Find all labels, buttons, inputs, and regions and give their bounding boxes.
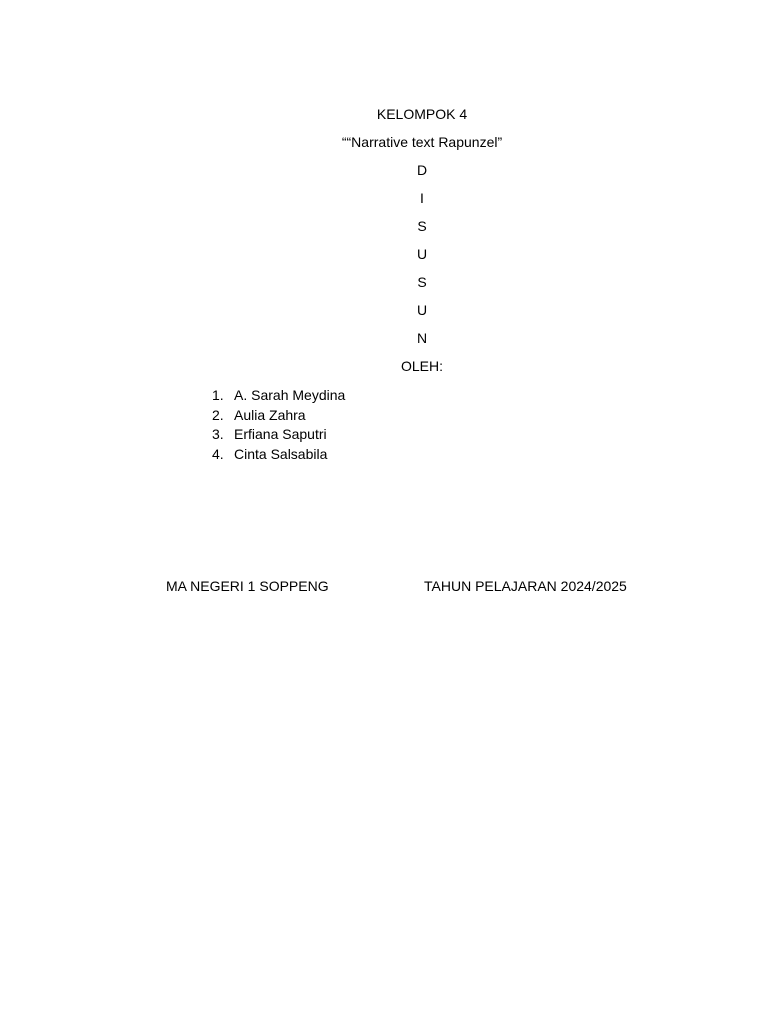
member-item (212, 445, 345, 465)
member-number: 1. (212, 387, 224, 403)
member-name: Cinta Salsabila (234, 445, 328, 462)
disusun-letter: N (416, 330, 428, 346)
disusun-letter: U (416, 246, 428, 262)
disusun-letter: S (417, 274, 427, 290)
disusun-letter: I (420, 190, 424, 206)
academic-year: TAHUN PELAJARAN 2024/2025 (424, 578, 627, 594)
member-list (212, 386, 345, 464)
group-heading: KELOMPOK 4 (376, 106, 468, 122)
disusun-letter: S (417, 218, 427, 234)
member-item (212, 425, 345, 445)
member-item (212, 406, 345, 426)
document-title: ““Narrative text Rapunzel” (341, 134, 503, 150)
member-name: A. Sarah Meydina (234, 387, 346, 403)
member-name: Erfiana Saputri (234, 426, 327, 442)
disusun-letter: D (416, 162, 428, 178)
disusun-letter: U (416, 302, 428, 318)
school-name: MA NEGERI 1 SOPPENG (166, 578, 329, 594)
member-name: Aulia Zahra (234, 406, 306, 423)
member-item (212, 386, 345, 406)
member-number: 3. (212, 426, 224, 442)
member-number: 4. (212, 445, 224, 462)
member-number: 2. (212, 406, 224, 423)
oleh-label: OLEH: (400, 358, 443, 374)
